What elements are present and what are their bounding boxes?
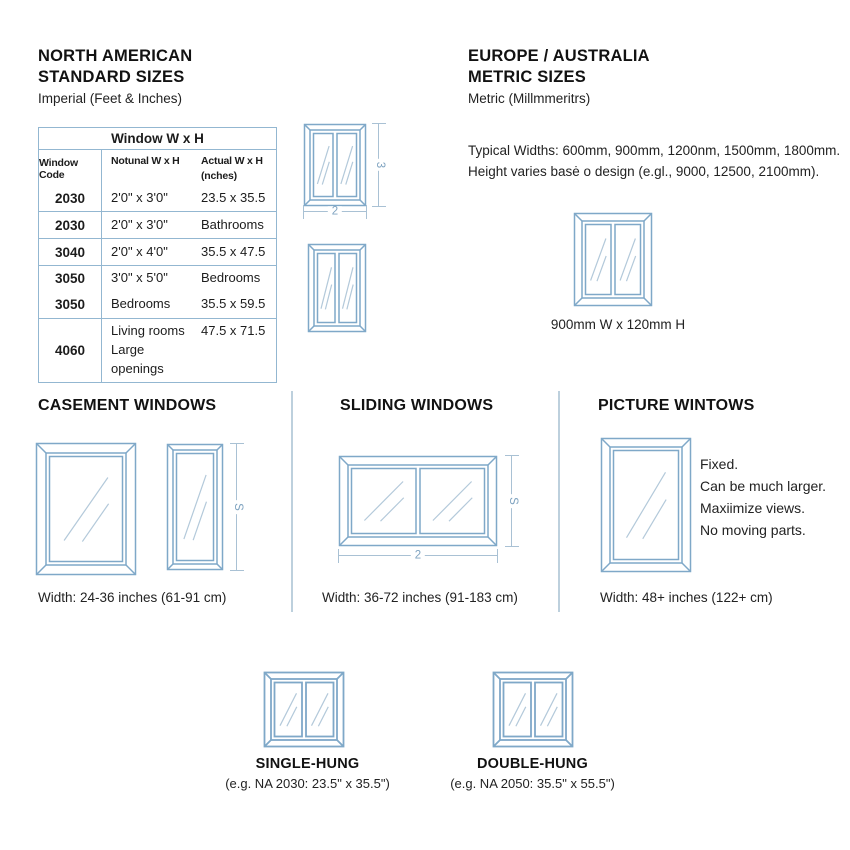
size-table-row xyxy=(39,292,276,319)
cell-nominal: 2'0" x 3'0" xyxy=(111,216,168,232)
cell-nominal: 3'0" x 5'0" xyxy=(111,270,168,286)
col-header-actual: Actual W x H (nches) xyxy=(201,155,263,183)
na-title-line2: STANDARD SIZES xyxy=(38,68,185,86)
cell-nominal: Bedrooms xyxy=(111,296,171,312)
na-height-dimension xyxy=(372,123,386,207)
single-hung-label: SINGLE-HUNG xyxy=(255,756,360,772)
picture-caption: Width: 48+ inches (122+ cm) xyxy=(600,590,773,605)
cell-code: 3050 xyxy=(39,292,102,318)
cell-actual: 47.5 x 71.5 xyxy=(201,323,266,339)
eu-body-line1: Typical Widths: 600mm, 900mm, 1200nm, 1500mm, 1800mm. xyxy=(468,143,841,158)
sliding-height-dimension xyxy=(505,455,519,547)
picture-window-illustration xyxy=(600,437,692,578)
size-table-body xyxy=(39,185,276,382)
size-table-row xyxy=(39,185,276,212)
picture-note-line: Maxiimize views. xyxy=(700,500,806,516)
size-table-row xyxy=(39,319,276,383)
double-hung-label: DOUBLE-HUNG xyxy=(477,756,588,772)
sliding-height-dim-label: S xyxy=(506,494,518,508)
cell-actual: 35.5 x 59.5 xyxy=(201,296,266,312)
casement-window-large xyxy=(35,442,137,581)
na-width-dim-label: 2 xyxy=(328,206,342,218)
cell-code: 2030 xyxy=(39,185,102,211)
casement-heading: CASEMENT WINDOWS xyxy=(38,397,217,414)
picture-heading: PICTURE WINTOWS xyxy=(598,397,755,414)
single-hung-example: (e.g. NA 2030: 23.5" x 35.5") xyxy=(225,776,390,791)
double-hung-block xyxy=(440,756,625,791)
eu-title-line1: EUROPE / AUSTRALIA xyxy=(468,47,650,65)
size-table-row xyxy=(39,266,276,292)
picture-note-line: No moving parts. xyxy=(700,522,806,538)
na-window-illustration-2 xyxy=(307,243,367,338)
single-hung-window-illustration xyxy=(263,671,345,753)
na-title-line1: NORTH AMERICAN xyxy=(38,47,193,65)
size-table-header-row xyxy=(39,150,276,185)
size-table xyxy=(38,127,277,383)
na-width-dimension xyxy=(303,205,367,219)
eu-section-title xyxy=(468,46,650,88)
section-divider-2 xyxy=(558,391,560,612)
sliding-heading: SLIDING WINDOWS xyxy=(340,397,494,414)
cell-actual: Bathrooms xyxy=(201,216,264,232)
double-hung-example: (e.g. NA 2050: 35.5" x 55.5") xyxy=(450,776,615,791)
cell-nominal: Living rooms Large openings xyxy=(111,323,185,376)
picture-notes xyxy=(700,453,826,541)
cell-actual: 35.5 x 47.5 xyxy=(201,243,266,259)
picture-note-line: Can be much larger. xyxy=(700,478,827,494)
casement-height-dimension xyxy=(230,443,244,571)
sliding-width-dim-label: 2 xyxy=(411,550,425,562)
na-section-title xyxy=(38,46,192,88)
eu-title-line2: METRIC SIZES xyxy=(468,68,586,86)
eu-window-caption: 900mm W x 120mm H xyxy=(550,317,686,332)
size-table-row xyxy=(39,239,276,266)
cell-code: 3040 xyxy=(39,239,102,265)
eu-window-illustration xyxy=(573,212,653,312)
eu-body-text xyxy=(468,141,846,183)
size-table-row xyxy=(39,212,276,239)
double-hung-window-illustration xyxy=(492,671,574,753)
picture-note-line: Fixed. xyxy=(700,456,739,472)
cell-code: 4060 xyxy=(39,319,102,383)
cell-nominal: 2'0" x 3'0" xyxy=(111,189,168,205)
cell-actual: 23.5 x 35.5 xyxy=(201,189,266,205)
eu-body-line2: Height varies basė o design (e.gl., 9000, 12500, 2100mm). xyxy=(468,163,820,179)
eu-subtitle: Metric (Millmmeritrs) xyxy=(468,91,591,106)
cell-code: 2030 xyxy=(39,212,102,238)
casement-dim-label: S xyxy=(231,500,243,514)
na-subtitle: Imperial (Feet & Inches) xyxy=(38,91,183,106)
na-window-illustration-1 xyxy=(303,123,367,212)
cell-nominal: 2'0" x 4'0" xyxy=(111,243,168,259)
cell-code: 3050 xyxy=(39,266,102,292)
casement-caption: Width: 24-36 inches (61-91 cm) xyxy=(38,590,227,605)
single-hung-block xyxy=(215,756,400,791)
sliding-caption: Width: 36-72 inches (91-183 cm) xyxy=(322,590,518,605)
col-header-window-code: Window Code xyxy=(39,150,102,185)
section-divider-1 xyxy=(291,391,293,612)
casement-window-small xyxy=(166,443,224,576)
sliding-window-illustration xyxy=(338,455,498,552)
cell-actual: Bedrooms xyxy=(201,270,261,286)
size-table-title: Window W x H xyxy=(39,128,276,150)
sliding-width-dimension xyxy=(338,549,498,563)
na-height-dim-label: 3 xyxy=(373,159,385,171)
col-header-nominal: Notunal W x H xyxy=(111,155,180,167)
